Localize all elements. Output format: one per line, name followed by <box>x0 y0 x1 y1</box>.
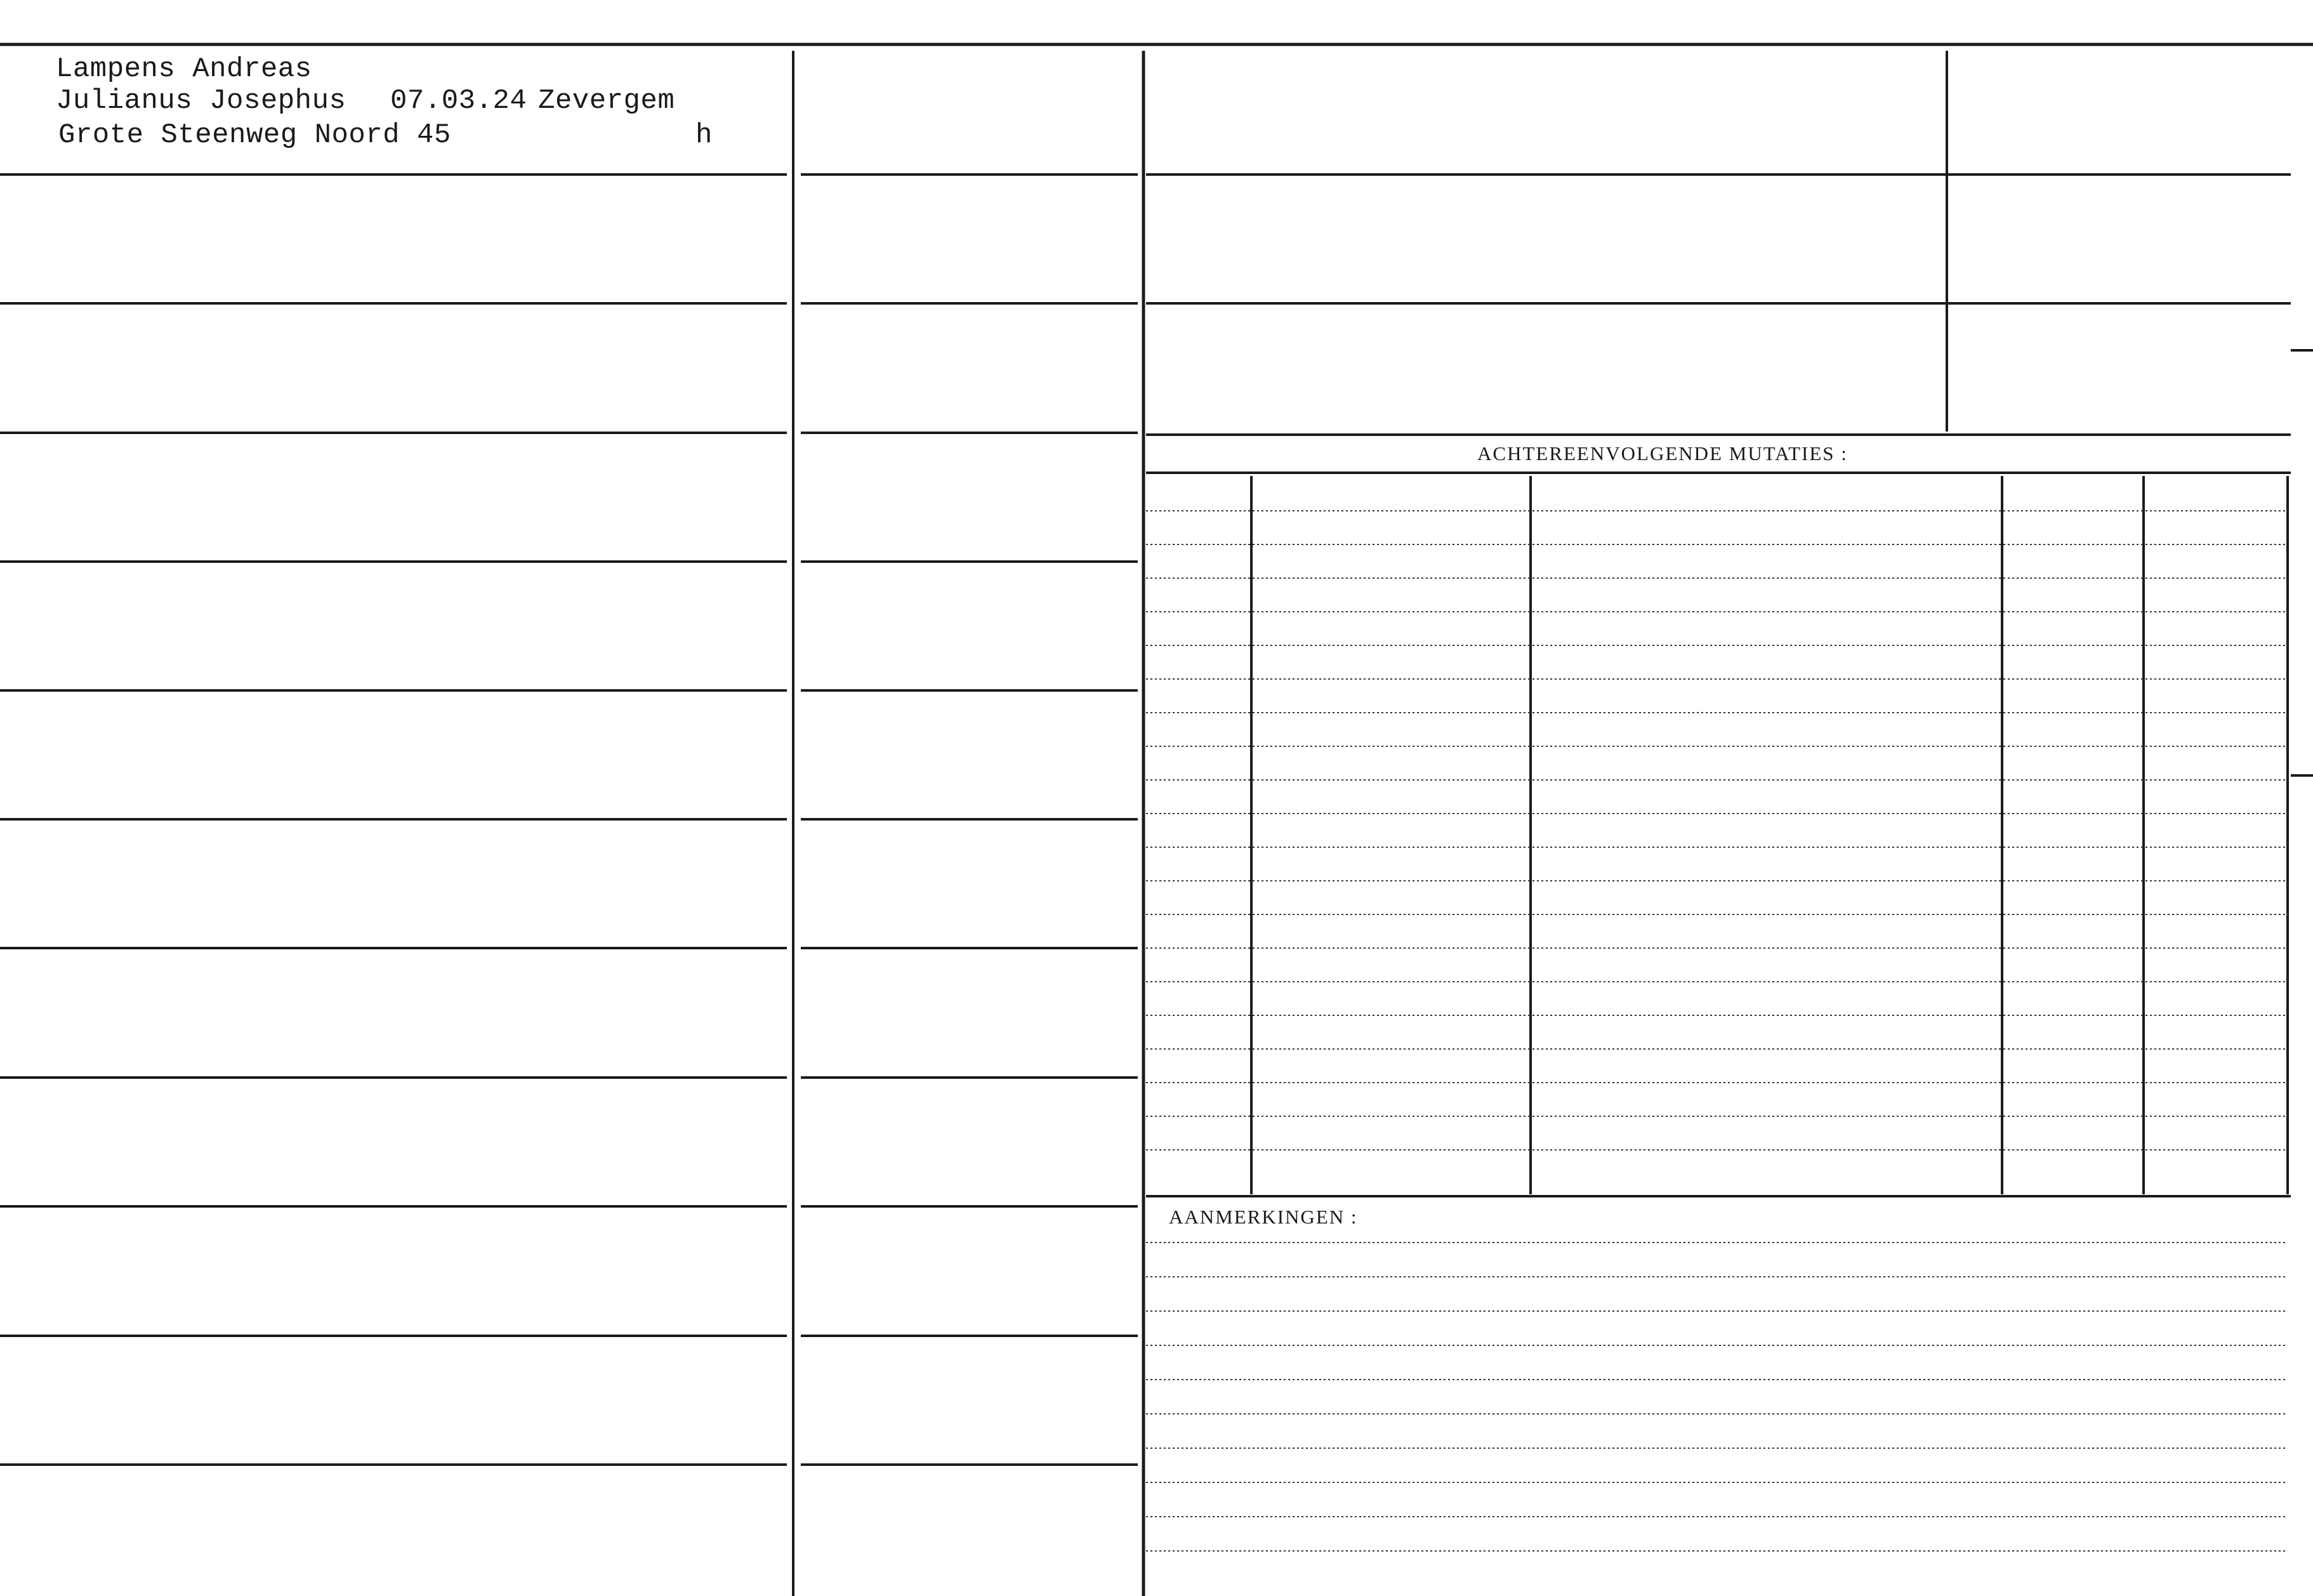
mutaties-heading: ACHTEREENVOLGENDE MUTATIES : <box>1477 442 1848 465</box>
record-name-line-2: Julianus Josephus <box>56 85 346 117</box>
record-mark: h <box>695 119 713 151</box>
record-name-line-1: Lampens Andreas <box>56 53 312 85</box>
record-birth-place: Zevergem <box>538 85 675 117</box>
aanmerkingen-heading: AANMERKINGEN : <box>1169 1206 1358 1228</box>
record-birth-date: 07.03.24 <box>390 85 527 117</box>
record-address: Grote Steenweg Noord 45 <box>58 119 451 151</box>
